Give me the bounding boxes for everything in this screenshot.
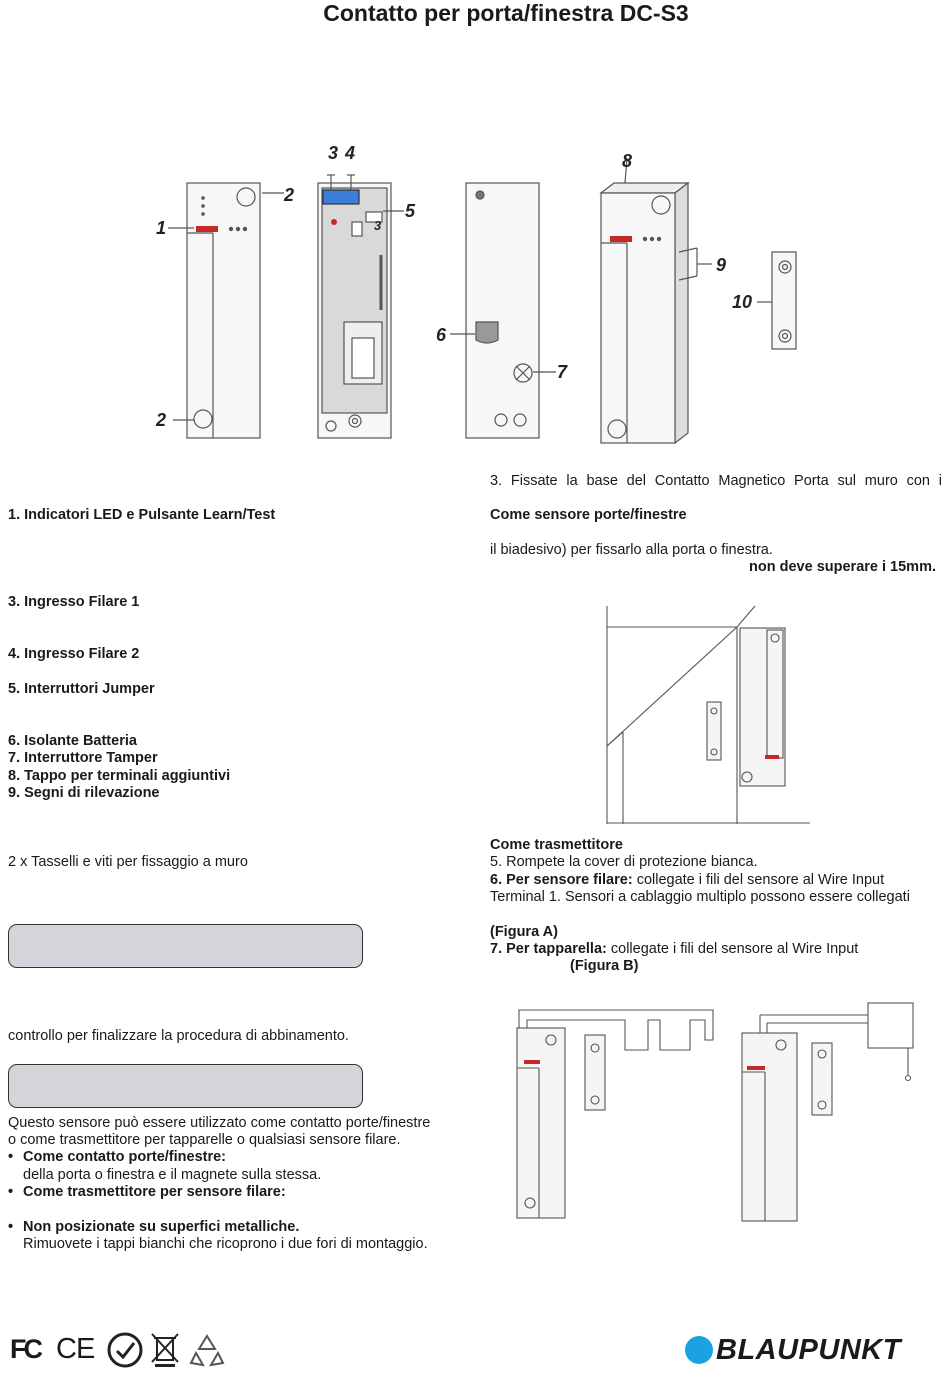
step-6-line-2: Terminal 1. Sensori a cablaggio multiplo possono essere collegati (490, 889, 910, 905)
bullet-metal-text: Rimuovete i tappi bianchi che ricoprono i due fori di montaggio. (23, 1236, 428, 1252)
section-header-box (8, 1064, 363, 1108)
item-detection-marks: 9. Segni di rilevazione (8, 785, 160, 801)
callout-2-bottom: 2 (156, 410, 167, 430)
bullet-door-text: della porta o finestra e il magnete sulla stessa. (23, 1167, 322, 1183)
item-tamper: 7. Interruttore Tamper (8, 750, 158, 766)
bullet-door-title: Come contatto porte/finestre: (23, 1149, 227, 1165)
rohs-icon (106, 1331, 144, 1369)
brand-name: BLAUPUNKT (716, 1334, 901, 1366)
callout-10: 10 (732, 292, 753, 312)
callout-3: 3 (328, 143, 339, 163)
bullet: • (8, 1149, 14, 1165)
item-wire-input-2: 4. Ingresso Filare 2 (8, 646, 140, 662)
ce-mark-icon: CE (56, 1333, 95, 1365)
transmitter-heading: Come trasmettitore (490, 837, 623, 853)
weee-bin-icon (150, 1332, 180, 1368)
step-3-text: 3. Fissate la base del Contatto Magnetico Porta sul muro con i (490, 473, 942, 489)
item-led-button: 1. Indicatori LED e Pulsante Learn/Test (8, 507, 276, 523)
step-7-desc: collegate i fili del sensore al Wire Input (606, 941, 859, 957)
wiring-figure-b (742, 1003, 913, 1221)
item-wire-input-1: 3. Ingresso Filare 1 (8, 594, 140, 610)
callout-2-top: 2 (284, 185, 295, 205)
usage-line-2: o come trasmettitore per tapparelle o qualsiasi sensore filare. (8, 1132, 401, 1148)
bullet: • (8, 1184, 14, 1200)
device-open (318, 175, 404, 438)
wiring-diagrams (510, 995, 920, 1225)
callout-5: 5 (405, 201, 416, 221)
certification-marks (8, 1330, 238, 1370)
brand-logo (685, 1334, 935, 1366)
wiring-figure-a (517, 1010, 713, 1218)
item-terminal-cap: 8. Tappo per terminali aggiuntivi (8, 768, 231, 784)
callout-8: 8 (622, 151, 633, 171)
item-jumper: 5. Interruttori Jumper (8, 681, 155, 697)
step-6-desc: collegate i fili del sensore al Wire Input (632, 872, 885, 888)
callout-9: 9 (716, 255, 727, 275)
brand-dot-icon (685, 1336, 713, 1364)
adhesive-text: il biadesivo) per fissarlo alla porta o finestra. (490, 542, 773, 558)
screws-text: 2 x Tasselli e viti per fissaggio a muro (8, 854, 248, 870)
callout-1: 1 (156, 218, 167, 238)
callout-3-small: 3 (374, 218, 382, 233)
bullet-wired-title: Come trasmettitore per sensore filare: (23, 1184, 286, 1200)
step-7-text (490, 941, 858, 958)
page-title: Contatto per porta/finestra DC-S3 (323, 0, 689, 26)
item-battery-insulator: 6. Isolante Batteria (8, 733, 137, 749)
pairing-text: controllo per finalizzare la procedura di abbinamento. (8, 1028, 349, 1044)
magnet (757, 252, 796, 349)
recycle-icon (188, 1331, 226, 1369)
bullet: • (8, 1219, 14, 1235)
door-sensor-heading: Come sensore porte/finestre (490, 507, 687, 523)
step-6-text (490, 872, 884, 889)
bullet-metal-title: Non posizionate su superfici metalliche. (23, 1219, 300, 1235)
fc-mark-icon: FC (10, 1334, 40, 1364)
section-header-box (8, 924, 363, 968)
device-3d (601, 158, 712, 443)
step-6-label: 6. Per sensore filare: (490, 872, 633, 888)
figure-b-ref: (Figura B) (570, 958, 639, 974)
step-7-label: 7. Per tapparella: (490, 941, 607, 957)
usage-line-1: Questo sensore può essere utilizzato come contatto porte/finestre (8, 1115, 431, 1131)
product-diagram (150, 140, 810, 450)
callout-7: 7 (557, 362, 568, 382)
figure-a-ref: (Figura A) (490, 924, 558, 940)
step-5-text: 5. Rompete la cover di protezione bianca. (490, 854, 758, 870)
callout-6: 6 (436, 325, 447, 345)
callout-4: 4 (345, 143, 356, 163)
installation-diagram (605, 605, 813, 827)
device-front (168, 183, 284, 438)
device-back (450, 183, 556, 438)
distance-limit-text: non deve superare i 15mm. (749, 559, 936, 575)
